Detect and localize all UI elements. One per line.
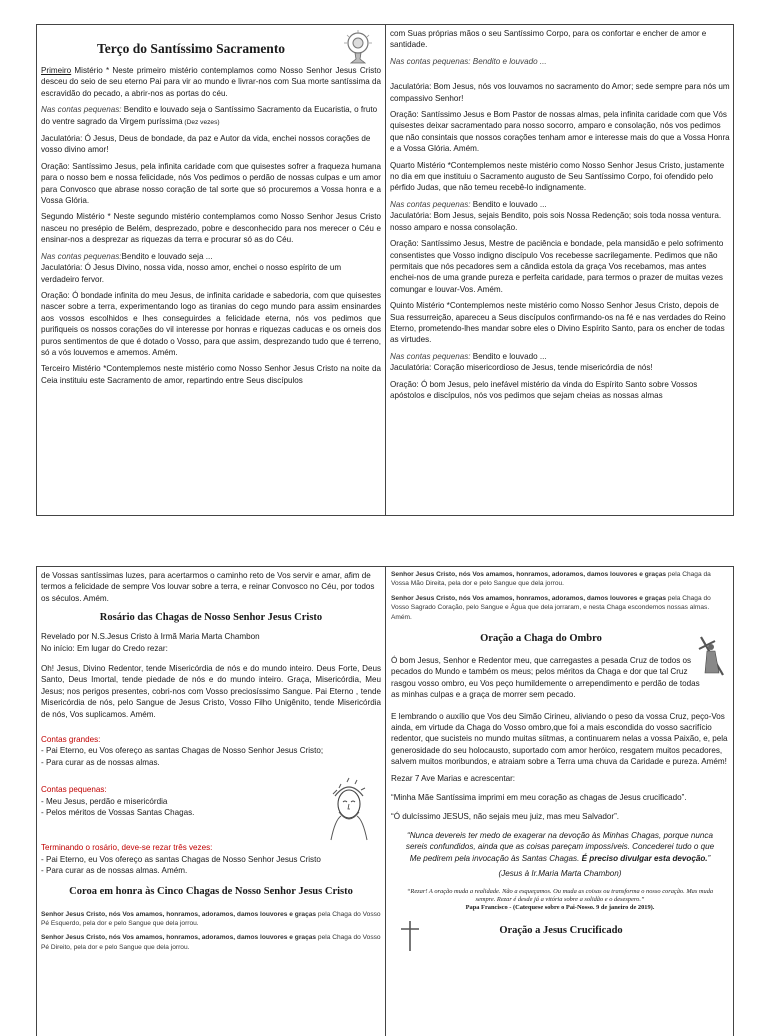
five-wounds-title: Coroa em honra às Cinco Chagas de Nosso Senhor Jesus Cristo bbox=[69, 885, 353, 897]
mystery-1-label: Primeiro bbox=[41, 66, 72, 75]
large-beads-line-2: - Para curar as de nossas almas. bbox=[41, 757, 160, 767]
chambon-quote-author: (Jesus à Ir.Maria Marta Chambon) bbox=[498, 869, 622, 879]
jaculatory-3: Jaculatória: Bom Jesus, nós vos louvamos no sacramento do Amor; sede sempre para nós um compassivo Senhor! bbox=[390, 82, 730, 103]
mystery-1-small-beads bbox=[41, 104, 381, 128]
shoulder-title-row bbox=[391, 627, 729, 655]
mystery-4: Quarto Mistério *Contemplemos neste mistério como Nosso Senhor Jesus Cristo, justamente no dia em que instituiu o Sacramento augusto de Seu Santíssimo Corpo, foi ofendido pelo pérfido Judas, que não temeu recebê-lo indignamente. bbox=[390, 160, 725, 193]
mystery-2: Segundo Mistério * Neste segundo mistério contemplamos como Nosso Senhor Jesus Cristo nasceu no presépio de Belém, desprezado, pobre e desconhecido para nos merecer o Céu e ensinar-nos a desprezar as riquezas da terra e procurar só as do Céu. bbox=[41, 212, 381, 245]
card-rosario-chagas bbox=[36, 566, 386, 1036]
small-beads-note: (Dez vezes) bbox=[182, 118, 220, 126]
wound-text: pela Chaga do Vosso Pé Esquerdo, pela dor e pelo Sangue que dela jorrou. bbox=[41, 910, 381, 927]
wound-right-hand bbox=[391, 570, 729, 589]
invocation-mother: “Minha Mãe Santíssima imprimi em meu coração as chagas de Jesus crucificado”. bbox=[391, 793, 687, 803]
closing-line-2: - Para curar as de nossas almas. Amém. bbox=[41, 866, 188, 876]
large-beads-line-1: - Pai Eterno, eu Vos ofereço as santas Chagas de Nosso Senhor Jesus Cristo; bbox=[41, 746, 324, 756]
wound-invocation: Senhor Jesus Cristo, nós Vos amamos, honramos, adoramos, damos louvores e graças bbox=[391, 571, 667, 578]
shoulder-prayer-p1: Ó bom Jesus, Senhor e Redentor meu, que carregastes a pesada Cruz de todos os pecados do Mundo e também os meus; pelos méritos da Chaga e dor que tal Cruz rasgou vosso ombro, eu Vos peço humildemente o arrependimento e perdão de todas as minhas culpas e a graça de morrer sem pecado. bbox=[391, 656, 700, 700]
small-beads-label: Nas contas pequenas: bbox=[41, 251, 122, 261]
small-beads-label: Nas contas pequenas: bbox=[41, 105, 122, 115]
prayer-1: Oração: Santíssimo Jesus, pela infinita caridade com que quisestes sofrer a fraqueza humana para o nosso bem e nossa felicidade, nós Vos pedimos o perdão de nossas culpas e um amor para Convosco que abrase nosso coração de tal sorte que só procuremos a Vossa honra e a Vossa Glória. bbox=[41, 161, 381, 206]
small-beads-text: Bendito e louvado seja o Santíssimo Sacramento da Eucaristia, o fruto do ventre sagrado da Virgem puríssima bbox=[41, 105, 378, 126]
pope-author: Papa Francisco - (Catequese sobre o Pai-Nosso. 9 de janeiro de 2019). bbox=[465, 904, 655, 912]
small-beads-line-2: - Pelos méritos de Vossas Santas Chagas. bbox=[41, 808, 195, 818]
small-beads-text: Bendito e louvado ... bbox=[470, 199, 547, 209]
small-beads-block bbox=[41, 784, 381, 842]
start-instruction: No início: Em lugar do Credo rezar: bbox=[41, 643, 168, 653]
prayer-3: Oração: Santíssimo Jesus e Bom Pastor de nossas almas, pela infinita caridade com que Vós quisestes deixar sacramentado para nosso socorro, amparo e consolação, nós vos pedimos que não consintais que nossos corações tenham amor e interesse mais do que a Vossa Honra e a Vossa Glória. Amém. bbox=[390, 110, 730, 154]
mystery-5-small-beads bbox=[390, 351, 730, 362]
quote-close: ” bbox=[707, 853, 711, 863]
wound-text: pela Chaga da Vossa Mão Direita, pela dor e pelo Sangue que dela jorrou. bbox=[391, 571, 711, 588]
card-oracoes-chagas bbox=[385, 566, 734, 1036]
wound-invocation: Senhor Jesus Cristo, nós Vos amamos, honramos, adoramos, damos louvores e graças bbox=[391, 594, 667, 602]
crucified-prayer-title: Oração a Jesus Crucificado bbox=[499, 924, 623, 936]
invocation-jesus: “Ó dulcíssimo JESUS, não sejais meu juiz, mas meu Salvador”. bbox=[391, 811, 620, 821]
terco-title: Terço do Santíssimo Sacramento bbox=[96, 41, 286, 56]
shoulder-wound-title: Oração a Chaga do Ombro bbox=[480, 633, 602, 645]
small-beads-label: Nas contas pequenas: bbox=[390, 199, 471, 209]
prayer-5: Oração: Ó bom Jesus, pelo inefável mistério da vinda do Espírito Santo sobre Vossos apóstolos e discípulos, nós vos pedimos que sejam cheias as nossas almas bbox=[390, 379, 698, 400]
mystery-3: Terceiro Mistério *Contemplemos neste mistério como Nosso Senhor Jesus Cristo na noite da Ceia instituiu este Sacramento de amor, repartindo entre Seus discípulos bbox=[41, 364, 381, 385]
jesus-carrying-cross-icon bbox=[697, 633, 727, 677]
pope-quote bbox=[391, 888, 729, 905]
small-beads-1: Nas contas pequenas: Bendito e louvado ... bbox=[390, 56, 547, 66]
mystery-5: Quinto Mistério *Contemplemos neste mistério como Nosso Senhor Jesus Cristo, depois de Sua ressurreição, apareceu a Seus discípulos confirmando-os na fé e nas verdades do Reino Eterno, prometendo-lhes mandar sobre eles o Divino Espírito Santo, para os encher de todas as virtudes. bbox=[390, 301, 726, 345]
small-beads-label: Nas contas pequenas: bbox=[390, 351, 471, 361]
prayer-2: Oração: Ó bondade infinita do meu Jesus, de infinita caridade e sabedoria, com que quisestes nascer sobre a terra, experimentando logo as tiranias do cego mundo para assim ensinardes aos vossos escolhidos e lhes conseguirdes a felicidade eterna, nós vos pedimos que purifiqueis os nossos corações do vil interesse por honras e riquezas caducas e os orneis dos puros sentimentos de que é dotado o Vosso, para que assim, desprezando tudo que é terreno, só a vós louvemos e amemos. Amém. bbox=[41, 290, 381, 357]
mystery-3-continuation: com Suas próprias mãos o seu Santíssimo Corpo, para os confortar e encher de amor e santidade. bbox=[390, 29, 707, 50]
card-terco-part2 bbox=[385, 24, 734, 516]
quote-text: “Nunca devereis ter medo de exagerar na devoção às Minhas Chagas, porque nunca sereis confundidos, ainda que as coisas pareçam impossíveis. Concederei tudo o que Me pedirem pela invocação às Santas Chagas. bbox=[405, 830, 715, 863]
wound-right-foot bbox=[41, 933, 381, 952]
mystery-1-text: Mistério * Neste primeiro mistério contemplamos como Nosso Senhor Jesus Cristo desceu do seio de seu eterno Pai para vir ao mundo e livrar-nos com Sua morte santíssima da escravidão do pecado, a abrir-nos as portas do céu. bbox=[41, 66, 381, 98]
chambon-quote bbox=[391, 830, 729, 864]
pope-quote-text: “Rezar! A oração muda a realidade. Não a esqueçamos. Ou muda as coisas ou transforma o nosso coração. Mas muda sempre. Rezar é desde já a vitória sobre a solidão e o desespero.” bbox=[406, 887, 714, 903]
wound-left-foot bbox=[41, 910, 381, 929]
large-beads-label: Contas grandes: bbox=[41, 735, 101, 745]
jaculatory-1: Jaculatória: Ó Jesus, Deus de bondade, da paz e Autor da vida, enchei nossos corações de vosso divino amor! bbox=[41, 134, 371, 155]
shoulder-prayer-p2: E lembrando o auxílio que Vos deu Simão Cirineu, aliviando o peso da vossa Cruz, peço-Vos ainda, em virtude da Chaga do Vosso ombro,que foi a mais escondida do vosso sacrifício redentor, que sucisteis no mundo muitas síitmas, a continuarem nelas a vossa Paixão, e, pela generosidade do seu holocausto, suportado com amor heróico, resgatem muitos pecadores, salvem muitos moribundos, e atraiam sobre a Terra uma chuva da Caridade e pureza. Amém! bbox=[391, 711, 728, 767]
closing-label: Terminando o rosário, deve-se rezar três vezes: bbox=[41, 843, 213, 853]
wound-text: pela Chaga do Vosso Sagrado Coração, pelo Sangue e Água que dela jorraram, e nesta Chaga escondemos nossas almas. Amém. bbox=[391, 594, 711, 621]
mystery-1 bbox=[41, 65, 381, 99]
prayer-5-continuation: de Vossas santíssimas luzes, para acertarmos o caminho reto de Vos servir e amar, afim de termos a felicidade de sempre Vos louvar sobre a terra, e reinar Convosco no Céu, por todos os séculos. Amém. bbox=[41, 571, 375, 603]
wound-invocation: Senhor Jesus Cristo, nós Vos amamos, honramos, adoramos, damos louvores e graças bbox=[41, 934, 317, 942]
small-beads-text: Bendito e louvado seja ... bbox=[121, 251, 213, 261]
monstrance-icon bbox=[341, 29, 375, 65]
rosary-wounds-title: Rosário das Chagas de Nosso Senhor Jesus Cristo bbox=[99, 612, 323, 624]
small-beads-line-1: - Meu Jesus, perdão e misericórdia bbox=[41, 796, 168, 806]
card1-title-row bbox=[41, 29, 381, 65]
mystery-2-small-beads bbox=[41, 251, 381, 262]
opening-prayer: Oh! Jesus, Divino Redentor, tende Misericórdia de nós e do mundo inteiro. Deus Forte, Deus Santo, Deus Imortal, tende piedade de nós e do mundo inteiro. Graça, Misericórdia, Meu Jesus; nos perigos presentes, cobri-nos com Vosso preciosíssimo Sangue. Pai Eterno , tende Misericórdia de nós, pelo Sangue de Jesus Cristo, Vosso Filho Unigênito, tende Misericórdia de nós, Vos suplicamos. Amém. bbox=[41, 664, 381, 719]
ave-maria-instruction: Rezar 7 Ave Marias e acrescentar: bbox=[391, 773, 516, 783]
quote-emphasis: É preciso divulgar esta devoção. bbox=[581, 853, 708, 863]
crucified-title-row bbox=[391, 921, 729, 941]
jaculatory-2: Jaculatória: Ó Jesus Divino, nossa vida, nosso amor, enchei o nosso espírito de um verdadeiro fervor. bbox=[41, 263, 342, 284]
revealed-by: Revelado por N.S.Jesus Cristo à Irmã Maria Marta Chambon bbox=[41, 632, 260, 642]
prayer-4: Oração: Santíssimo Jesus, Mestre de paciência e bondade, pela mansidão e pelo sofrimento consentistes que Vosso indigno discípulo Vos recebesse sacrilegamente. Pedimos que não permitais que nós pecadores sem a cândida estola da graça Vos recebamos, mas antes enchei-nos de uma grande pureza e perfeita caridade, para termos o prazer de muitas vezes comungar e louvar-Vos. Amém. bbox=[390, 239, 724, 294]
jesus-crown-of-thorns-icon bbox=[325, 776, 373, 842]
small-beads-text: Bendito e louvado ... bbox=[470, 351, 547, 361]
wound-sacred-heart bbox=[391, 594, 729, 622]
jaculatory-4: Jaculatória: Bom Jesus, sejais Bendito, pois sois Nossa Redenção; sois toda nossa ventura. nosso amparo e nossa consolação. bbox=[390, 211, 722, 232]
jaculatory-5: Jaculatória: Coração misericordioso de Jesus, tende misericórdia de nós! bbox=[390, 363, 653, 373]
wound-invocation: Senhor Jesus Cristo, nós Vos amamos, honramos, adoramos, damos louvores e graças bbox=[41, 910, 317, 918]
closing-line-1: - Pai Eterno, eu Vos ofereço as santas Chagas de Nosso Senhor Jesus Cristo bbox=[41, 854, 321, 864]
mystery-4-small-beads bbox=[390, 199, 730, 210]
small-beads-label: Contas pequenas: bbox=[41, 785, 107, 795]
wound-text: pela Chaga do Vosso Pé Direito, pela dor e pelo Sangue que dela jorrou. bbox=[41, 934, 381, 951]
card-terco-part1 bbox=[36, 24, 386, 516]
